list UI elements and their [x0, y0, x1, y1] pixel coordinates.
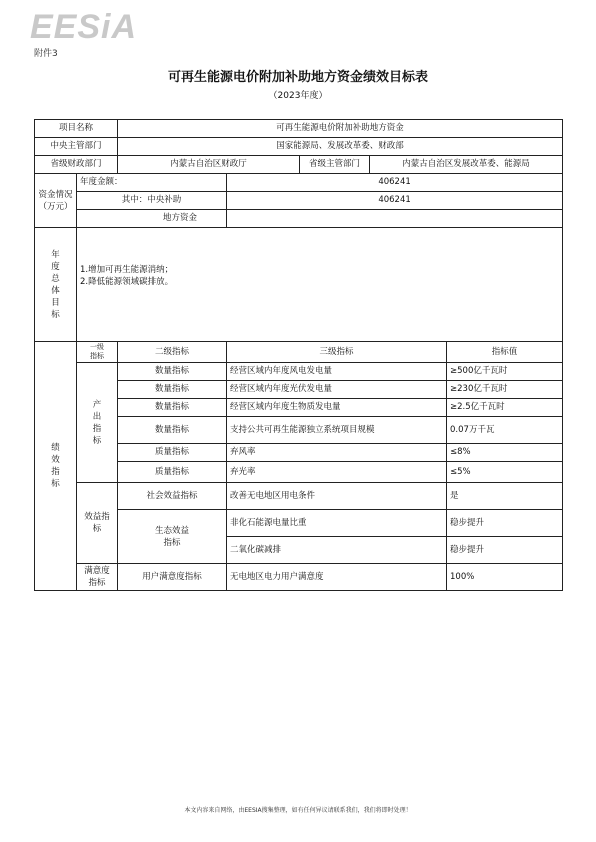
central-dept-label: 中央主管部门 [35, 138, 118, 156]
row-objectives [35, 228, 563, 342]
value-cell: 100% [447, 564, 563, 591]
value-cell: 稳步提升 [447, 537, 563, 564]
level3-cell: 经营区域内年度光伏发电量 [227, 381, 447, 399]
value-cell: ≥500亿千瓦时 [447, 363, 563, 381]
level2-cell: 用户满意度指标 [118, 564, 227, 591]
table-row [35, 363, 563, 381]
prov-dept-label: 省级主管部门 [300, 156, 370, 174]
row-central-subsidy [35, 192, 563, 210]
level3-cell: 弃光率 [227, 462, 447, 483]
local-funds-value [227, 210, 563, 228]
funds-label: 资金情况 [38, 189, 73, 200]
header-level1: 一级 指标 [77, 342, 118, 363]
value-cell: ≤5% [447, 462, 563, 483]
ecology-benefit-label: 生态效益 指标 [118, 510, 227, 564]
level3-cell: 经营区域内年度风电发电量 [227, 363, 447, 381]
row-project-name [35, 120, 563, 138]
value-cell: 是 [447, 483, 563, 510]
row-provincial-depts [35, 156, 563, 174]
level3-cell: 非化石能源电量比重 [227, 510, 447, 537]
table-row [35, 564, 563, 591]
central-dept-value: 国家能源局、发展改革委、财政部 [118, 138, 563, 156]
annual-amount-label: 年度金额： [77, 174, 227, 192]
footer-notice: 本文内容来自网络，由EESIA搜集整理，如有任何异议请联系我们，我们将即时处理！ [184, 807, 412, 814]
value-cell: 0.07万千瓦 [447, 417, 563, 444]
level3-cell: 改善无电地区用电条件 [227, 483, 447, 510]
funds-unit: （万元） [38, 201, 73, 212]
value-cell: ≤8% [447, 444, 563, 462]
level2-cell: 数量指标 [118, 381, 227, 399]
performance-label-cell: 绩 效 指 标 [35, 342, 77, 591]
performance-target-table [34, 119, 563, 591]
project-name-label: 项目名称 [35, 120, 118, 138]
row-annual-amount [35, 174, 563, 192]
eesia-logo: EESiA [30, 8, 138, 46]
objective-2: 2.降低能源领域碳排放。 [80, 277, 174, 287]
objective-label-cell: 年 度 总 体 目 标 [35, 228, 77, 342]
attachment-label: 附件3 [34, 49, 58, 59]
project-name-value: 可再生能源电价附加补助地方资金 [118, 120, 563, 138]
level2-cell: 质量指标 [118, 444, 227, 462]
level2-cell: 数量指标 [118, 417, 227, 444]
level3-cell: 弃风率 [227, 444, 447, 462]
table-row [35, 483, 563, 510]
level3-cell: 经营区域内年度生物质发电量 [227, 399, 447, 417]
level2-cell: 质量指标 [118, 462, 227, 483]
level2-cell: 社会效益指标 [118, 483, 227, 510]
prov-dept-value: 内蒙古自治区发展改革委、能源局 [370, 156, 563, 174]
row-local-funds [35, 210, 563, 228]
output-indicator-label: 产 出 指 标 [77, 363, 118, 483]
header-level3: 三级指标 [227, 342, 447, 363]
central-subsidy-value: 406241 [227, 192, 563, 210]
value-cell: ≥230亿千瓦时 [447, 381, 563, 399]
level3-cell: 支持公共可再生能源独立系统项目规模 [227, 417, 447, 444]
row-central-dept [35, 138, 563, 156]
value-cell: ≥2.5亿千瓦时 [447, 399, 563, 417]
benefit-indicator-label: 效益指 标 [77, 483, 118, 564]
row-indicator-header [35, 342, 563, 363]
page-subtitle: （2023年度） [268, 91, 328, 101]
header-level2: 二级指标 [118, 342, 227, 363]
page-title: 可再生能源电价附加补助地方资金绩效目标表 [167, 70, 428, 85]
satisfaction-indicator-label: 满意度 指标 [77, 564, 118, 591]
funds-label-cell [35, 174, 77, 228]
level2-cell: 数量指标 [118, 363, 227, 381]
prov-finance-label: 省级财政部门 [35, 156, 118, 174]
central-subsidy-label: 其中：中央补助 [77, 192, 227, 210]
value-cell: 稳步提升 [447, 510, 563, 537]
header-value: 指标值 [447, 342, 563, 363]
objectives-text [77, 228, 563, 342]
objective-1: 1.增加可再生能源消纳； [80, 265, 174, 275]
local-funds-label: 地方资金 [77, 210, 227, 228]
level3-cell: 二氧化碳减排 [227, 537, 447, 564]
level2-cell: 数量指标 [118, 399, 227, 417]
annual-amount-value: 406241 [227, 174, 563, 192]
prov-finance-value: 内蒙古自治区财政厅 [118, 156, 300, 174]
level3-cell: 无电地区电力用户满意度 [227, 564, 447, 591]
